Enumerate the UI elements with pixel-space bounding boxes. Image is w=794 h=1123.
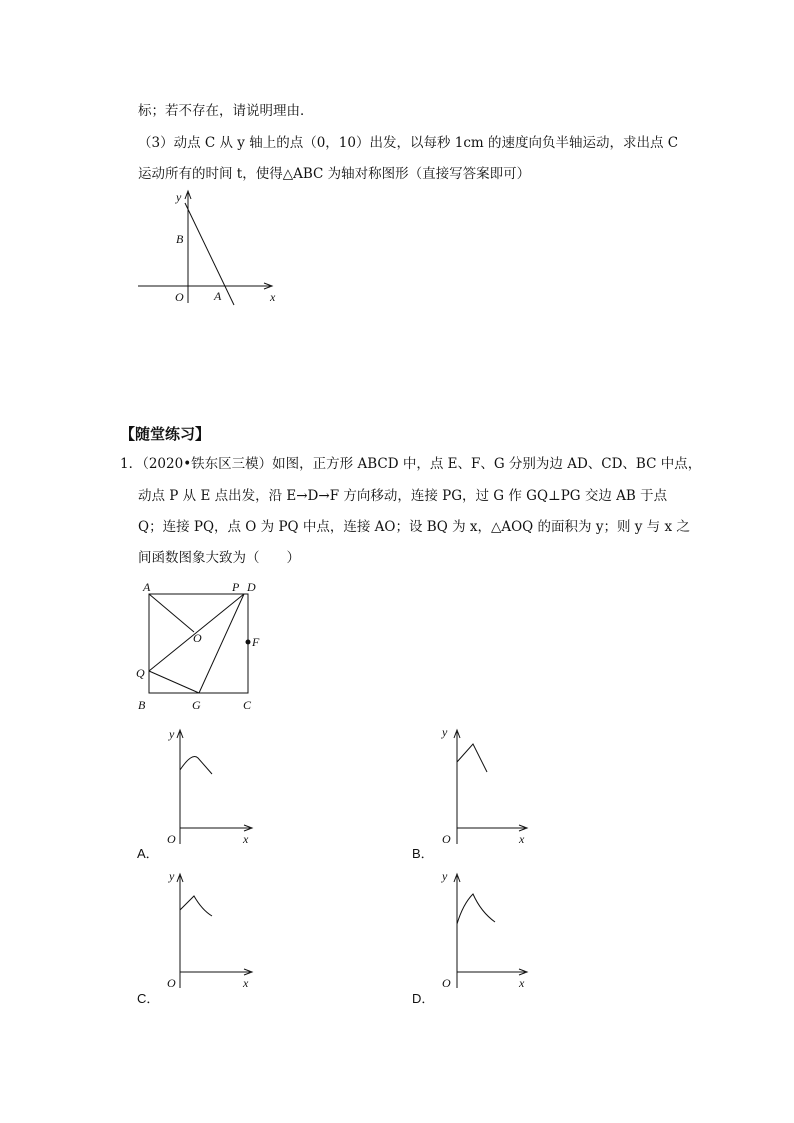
label-o: O <box>442 976 451 990</box>
label-y: y <box>442 869 448 883</box>
curve-b <box>457 744 487 774</box>
option-c-label[interactable]: C． <box>137 991 160 1006</box>
label-y: y <box>442 725 448 739</box>
label-x: x <box>243 976 249 990</box>
q1-line-3: Q；连接 PQ，点 O 为 PQ 中点，连接 AO；设 BQ 为 x，△AOQ 的面积为 y；则 y 与 x 之 <box>138 519 690 535</box>
square-figure <box>130 575 270 715</box>
label-a: A <box>143 580 151 594</box>
q1-line-1: 1．（2020•铁东区三模）如图，正方形 ABCD 中，点 E、F、G 分别为边 AD、CD、BC 中点， <box>120 456 702 472</box>
q1-line-4: 间函数图象大致为（ ） <box>138 550 300 566</box>
prev-line-1: 标；若不存在，请说明理由． <box>138 103 314 119</box>
option-a-label[interactable]: A． <box>137 846 159 861</box>
option-d-graph <box>437 866 547 991</box>
curve-a <box>180 757 212 779</box>
label-c: C <box>243 698 252 712</box>
label-o: O <box>167 832 176 846</box>
label-o: O <box>442 832 451 846</box>
label-q: Q <box>136 666 145 680</box>
option-c-graph <box>160 866 270 991</box>
label-g: G <box>192 698 201 712</box>
option-d-label[interactable]: D． <box>412 991 435 1006</box>
line-ab <box>185 203 234 305</box>
q1-line-2: 动点 P 从 E 点出发，沿 E→D→F 方向移动，连接 PG，过 G 作 GQ⊥PG 交边 AB 于点 <box>138 488 668 504</box>
label-x: x <box>519 832 525 846</box>
label-f: F <box>252 635 260 649</box>
label-o: O <box>193 631 202 645</box>
label-x: x <box>519 976 525 990</box>
section-title: 【随堂练习】 <box>120 425 211 443</box>
label-x: x <box>270 290 276 304</box>
label-y: y <box>169 869 175 883</box>
label-p: P <box>232 580 240 594</box>
label-o: O <box>175 290 184 304</box>
label-a: A <box>214 289 222 303</box>
curve-d <box>457 894 495 924</box>
prev-line-2: （3）动点 C 从 y 轴上的点（0，10）出发，以每秒 1cm 的速度向负半轴运动，求出点 C <box>138 135 679 151</box>
label-x: x <box>243 832 249 846</box>
segment-pg <box>199 594 244 693</box>
label-b: B <box>176 232 184 246</box>
segment-qg <box>149 671 199 693</box>
option-b-graph <box>437 722 547 847</box>
label-y: y <box>176 190 182 204</box>
prev-line-3: 运动所有的时间 t，使得△ABC 为轴对称图形（直接写答案即可） <box>138 166 531 182</box>
label-b: B <box>138 698 146 712</box>
label-y: y <box>169 727 175 741</box>
option-b-label[interactable]: B． <box>412 846 434 861</box>
label-d: D <box>247 580 256 594</box>
point-f-dot <box>246 640 251 645</box>
option-a-graph <box>160 722 270 847</box>
label-o: O <box>167 976 176 990</box>
curve-c <box>180 896 212 918</box>
prev-coordinate-figure <box>130 185 290 310</box>
segment-ao <box>149 594 194 632</box>
